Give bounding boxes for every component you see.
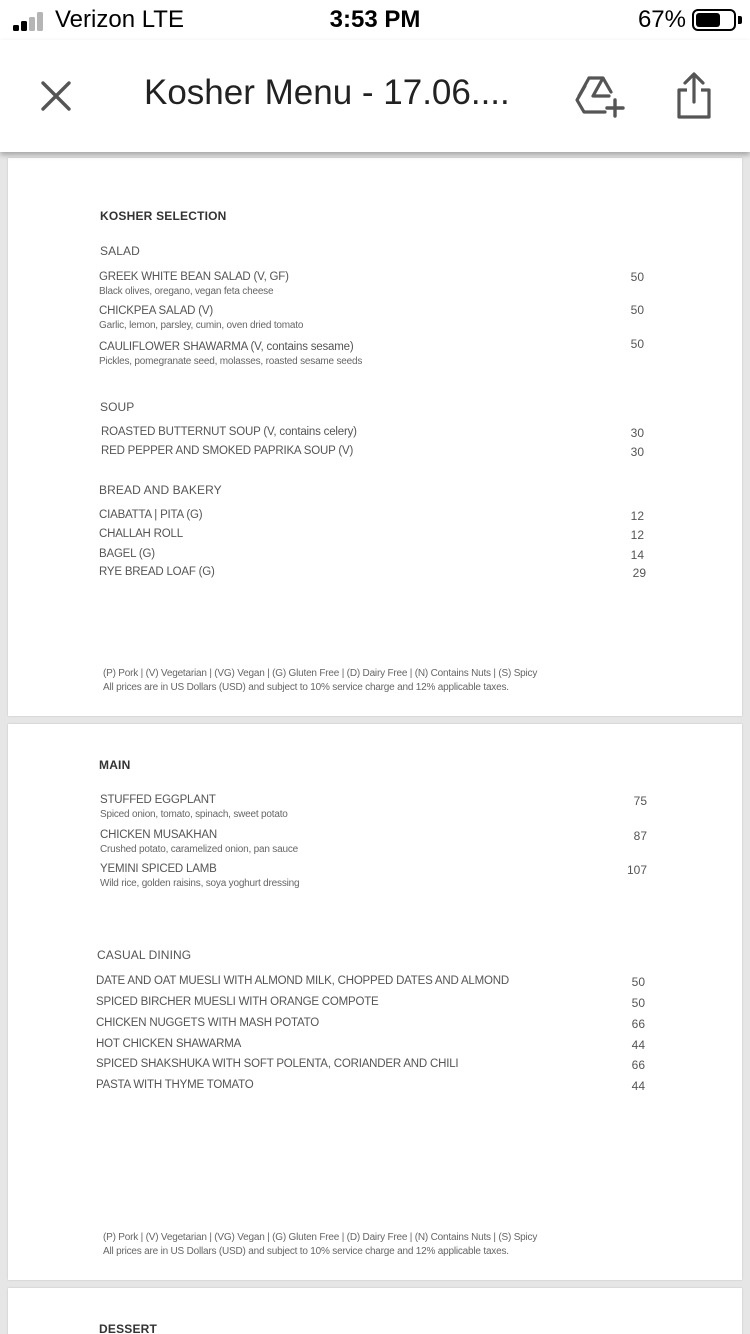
menu-item-name: ROASTED BUTTERNUT SOUP (V, contains celery)	[101, 426, 357, 438]
menu-item-desc: Garlic, lemon, parsley, cumin, oven dried tomato	[99, 320, 304, 331]
status-bar	[0, 0, 750, 40]
menu-item-price: 44	[631, 1079, 645, 1093]
menu-item-price: 30	[630, 426, 644, 440]
menu-item-price: 87	[633, 829, 647, 843]
menu-item-name: DATE AND OAT MUESLI WITH ALMOND MILK, CHOPPED DATES AND ALMOND	[96, 975, 509, 987]
section-title-soup: SOUP	[100, 400, 135, 414]
menu-item	[96, 1058, 458, 1070]
menu-item-price: 29	[632, 566, 646, 580]
menu-item-name: HOT CHICKEN SHAWARMA	[96, 1038, 242, 1050]
battery-tip	[738, 16, 742, 24]
menu-item-name: GREEK WHITE BEAN SALAD (V, GF)	[99, 271, 289, 283]
add-to-drive-icon	[575, 74, 625, 118]
menu-item	[99, 528, 183, 540]
menu-item-name: SPICED BIRCHER MUESLI WITH ORANGE COMPOTE	[96, 996, 379, 1008]
menu-item	[99, 566, 215, 578]
menu-item-name: CAULIFLOWER SHAWARMA (V, contains sesame)	[99, 341, 354, 353]
menu-item-price: 50	[630, 303, 644, 317]
close-button[interactable]	[28, 68, 84, 124]
section-title-casual-dining: CASUAL DINING	[97, 948, 192, 962]
document-page-2	[8, 724, 742, 1280]
section-title-salad: SALAD	[100, 244, 140, 258]
menu-item-name: CIABATTA | PITA (G)	[99, 509, 203, 521]
menu-item	[100, 829, 298, 855]
document-title: Kosher Menu - 17.06....	[144, 73, 510, 112]
menu-item	[100, 794, 288, 820]
menu-item-price: 12	[630, 528, 644, 542]
menu-item-desc: Crushed potato, caramelized onion, pan sauce	[100, 844, 298, 855]
menu-item-name: CHICKEN NUGGETS WITH MASH POTATO	[96, 1017, 319, 1029]
share-button[interactable]	[666, 66, 722, 126]
document-page-3	[8, 1288, 742, 1334]
menu-item-name: RYE BREAD LOAF (G)	[99, 566, 215, 578]
menu-item-desc: Pickles, pomegranate seed, molasses, roasted sesame seeds	[99, 356, 363, 367]
menu-item	[96, 996, 379, 1008]
prices-note: All prices are in US Dollars (USD) and subject to 10% service charge and 12% applicable taxes.	[103, 682, 509, 693]
menu-item-name: YEMINI SPICED LAMB	[100, 863, 217, 875]
menu-item-name: PASTA WITH THYME TOMATO	[96, 1079, 254, 1091]
dietary-legend: (P) Pork | (V) Vegetarian | (VG) Vegan | (G) Gluten Free | (D) Dairy Free | (N) Contains Nuts | (S) Spicy	[103, 1232, 538, 1243]
battery-icon	[692, 9, 736, 31]
menu-item-price: 107	[626, 863, 647, 877]
document-page-1	[8, 158, 742, 716]
menu-item-desc: Wild rice, golden raisins, soya yoghurt dressing	[100, 878, 300, 889]
section-title-bread: BREAD AND BAKERY	[99, 483, 222, 497]
add-to-drive-button[interactable]	[570, 66, 630, 126]
menu-item	[96, 1079, 253, 1091]
menu-item	[101, 445, 353, 457]
menu-item-desc: Black olives, oregano, vegan feta cheese	[99, 286, 274, 297]
menu-item-name: BAGEL (G)	[99, 548, 155, 560]
menu-item-name: CHALLAH ROLL	[99, 528, 183, 540]
status-time: 3:53 PM	[329, 6, 421, 33]
menu-item	[100, 863, 299, 889]
menu-item-name: SPICED SHAKSHUKA WITH SOFT POLENTA, CORIANDER AND CHILI	[96, 1058, 459, 1070]
menu-item	[99, 548, 155, 560]
prices-note: All prices are in US Dollars (USD) and subject to 10% service charge and 12% applicable taxes.	[103, 1246, 509, 1257]
menu-item	[96, 1017, 319, 1029]
menu-item-price: 66	[631, 1017, 645, 1031]
menu-item-price: 12	[630, 509, 644, 523]
menu-item-price: 44	[631, 1038, 645, 1052]
viewer-toolbar	[0, 40, 750, 152]
menu-item-price: 66	[631, 1058, 645, 1072]
menu-item-price: 75	[633, 794, 647, 808]
menu-item-price: 50	[631, 975, 645, 989]
dietary-legend: (P) Pork | (V) Vegetarian | (VG) Vegan | (G) Gluten Free | (D) Dairy Free | (N) Contains Nuts | (S) Spicy	[103, 668, 538, 679]
menu-item-price: 30	[630, 445, 644, 459]
menu-item	[99, 509, 202, 521]
menu-item-name: STUFFED EGGPLANT	[100, 794, 216, 806]
menu-item	[99, 305, 303, 331]
menu-item-price: 50	[630, 270, 644, 284]
menu-item-name: CHICKPEA SALAD (V)	[99, 305, 213, 317]
menu-item-price: 50	[631, 996, 645, 1010]
menu-item-name: RED PEPPER AND SMOKED PAPRIKA SOUP (V)	[101, 445, 354, 457]
menu-item	[99, 341, 362, 367]
menu-item	[99, 271, 289, 297]
menu-item-desc: Spiced onion, tomato, spinach, sweet potato	[100, 809, 288, 820]
section-title-main: MAIN	[99, 758, 131, 772]
carrier-label: Verizon LTE	[55, 6, 184, 33]
menu-item	[96, 975, 509, 987]
menu-item-price: 14	[630, 548, 644, 562]
menu-item-name: CHICKEN MUSAKHAN	[100, 829, 217, 841]
page-heading: KOSHER SELECTION	[100, 209, 227, 223]
battery-fill	[696, 13, 720, 27]
document-viewer[interactable]	[0, 152, 750, 1334]
menu-item	[96, 1038, 241, 1050]
share-icon	[676, 72, 712, 120]
close-icon	[40, 80, 72, 112]
section-title-dessert: DESSERT	[99, 1322, 158, 1334]
menu-item-price: 50	[630, 337, 644, 351]
battery-percent: 67%	[637, 6, 686, 33]
menu-item	[101, 426, 357, 438]
